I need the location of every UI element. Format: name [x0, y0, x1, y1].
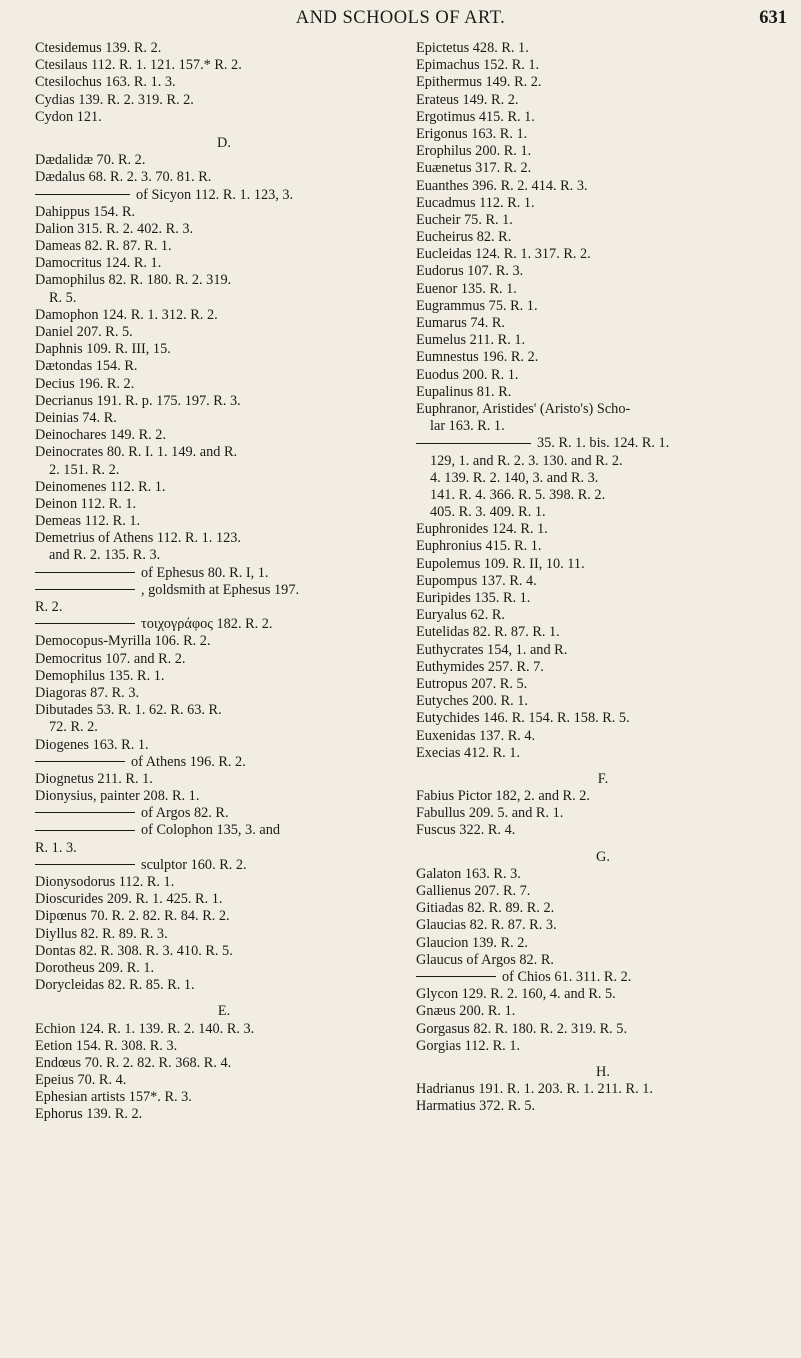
index-entry: [35, 40, 413, 57]
index-entry-text: Damophilus 82. R. 180. R. 2. 319.: [35, 272, 232, 289]
index-entry-continuation: [416, 504, 790, 521]
index-entry-text: Democritus 107. and R. 2.: [35, 650, 186, 667]
index-entry: [35, 496, 413, 513]
ditto-dash: [35, 830, 135, 831]
index-entry-text: Gorgias 112. R. 1.: [416, 1037, 521, 1054]
index-entry: [416, 969, 790, 986]
index-entry-text: Epictetus 428. R. 1.: [416, 40, 529, 56]
index-entry-text: Euripides 135. R. 1.: [416, 590, 531, 606]
ditto-dash: [35, 589, 135, 590]
index-entry-text: Daphnis 109. R. III, 15.: [35, 341, 171, 358]
index-entry-text: Daniel 207. R. 5.: [35, 324, 133, 340]
index-entry-text: Euphronides 124. R. 1.: [416, 521, 548, 538]
index-entry-text: Glaucus of Argos 82. R.: [416, 951, 554, 968]
index-entry: [35, 857, 413, 874]
index-entry-text: of Sicyon 112. R. 1. 123, 3.: [136, 186, 294, 203]
index-entry-text: Demophilus 135. R. 1.: [35, 667, 165, 684]
index-entry: [35, 582, 413, 599]
index-entry: [416, 607, 790, 624]
index-entry: [416, 521, 790, 538]
index-entry-text: Diyllus 82. R. 89. R. 3.: [35, 925, 168, 942]
index-entry: [35, 565, 413, 582]
index-entry: [35, 737, 413, 754]
index-entry: [416, 822, 790, 839]
index-entry-text: 141. R. 4. 366. R. 5. 398. R. 2.: [430, 486, 606, 503]
ditto-dash: [35, 623, 135, 624]
index-entry: [416, 349, 790, 366]
index-entry-continuation: [35, 719, 413, 736]
index-entry-text: Damocritus 124. R. 1.: [35, 255, 162, 272]
index-entry: [416, 1003, 790, 1020]
running-title: AND SCHOOLS OF ART.: [295, 8, 506, 28]
index-entry: [416, 728, 790, 745]
index-entry: [416, 883, 790, 900]
index-entry-text: Echion 124. R. 1. 139. R. 2. 140. R. 3.: [35, 1020, 255, 1037]
index-entry: [35, 1021, 413, 1038]
index-entry: [35, 169, 413, 186]
index-entry: [35, 376, 413, 393]
index-entry: [35, 427, 413, 444]
index-entry-text: Ephorus 139. R. 2.: [35, 1106, 143, 1123]
index-entry: [35, 410, 413, 427]
index-entry: [416, 246, 790, 263]
index-entry-text: Gitiadas 82. R. 89. R. 2.: [416, 900, 555, 917]
index-entry: [35, 324, 413, 341]
index-entry-text: Erigonus 163. R. 1.: [416, 125, 528, 142]
index-entry-text: Fabullus 209. 5. and R. 1.: [416, 805, 564, 822]
index-entry-text: Dibutades 53. R. 1. 62. R. 63. R.: [35, 702, 222, 719]
index-entry: [416, 952, 790, 969]
index-entry-text: Euodus 200. R. 1.: [416, 366, 519, 383]
index-entry-text: Ctesidemus 139. R. 2.: [35, 40, 162, 56]
index-entry-text: 72. R. 2.: [49, 719, 98, 736]
index-entry: [35, 358, 413, 375]
index-entry: [35, 444, 413, 461]
index-entry-text: Dionysius, painter 208. R. 1.: [35, 788, 200, 805]
index-entry-text: E.: [217, 1003, 231, 1020]
index-entry-text: Endœus 70. R. 2. 82. R. 368. R. 4.: [35, 1054, 232, 1071]
index-entry-text: Dætondas 154. R.: [35, 358, 138, 375]
index-entry-text: G.: [596, 848, 610, 865]
index-entry-text: Glycon 129. R. 2. 160, 4. and R. 5.: [416, 986, 616, 1003]
index-entry-text: Euxenidas 137. R. 4.: [416, 727, 536, 744]
index-entry-text: Erophilus 200. R. 1.: [416, 143, 532, 160]
index-entry: [35, 204, 413, 221]
ditto-dash: [416, 443, 531, 444]
ditto-dash: [35, 812, 135, 813]
index-entry-text: Eetion 154. R. 308. R. 3.: [35, 1037, 178, 1054]
index-entry-text: F.: [597, 770, 609, 787]
index-entry: [35, 530, 413, 547]
index-entry: [416, 745, 790, 762]
index-entry-text: Eudorus 107. R. 3.: [416, 263, 524, 280]
index-entry-text: Ephesian artists 157*. R. 3.: [35, 1089, 192, 1106]
index-entry-text: Epimachus 152. R. 1.: [416, 57, 540, 74]
index-entry: [35, 92, 413, 109]
index-entry-text: Ctesilaus 112. R. 1. 121. 157.* R. 2.: [35, 57, 242, 74]
index-entry: [35, 822, 413, 839]
index-entry-text: Dahippus 154. R.: [35, 203, 136, 220]
index-entry-text: of Athens 196. R. 2.: [131, 753, 246, 770]
index-entry: [416, 126, 790, 143]
index-entry-text: Diagoras 87. R. 3.: [35, 684, 140, 701]
index-entry-continuation: [35, 462, 413, 479]
index-entry-continuation: [35, 840, 413, 857]
index-entry-text: D.: [217, 134, 231, 151]
index-entry-text: 35. R. 1. bis. 124. R. 1.: [537, 435, 670, 452]
index-entry-text: Fuscus 322. R. 4.: [416, 822, 516, 839]
index-entry-text: Eupompus 137. R. 4.: [416, 572, 537, 589]
index-entry-text: Cydias 139. R. 2. 319. R. 2.: [35, 91, 194, 108]
index-entry-text: sculptor 160. R. 2.: [141, 856, 247, 873]
index-entry-text: Deinochares 149. R. 2.: [35, 427, 167, 444]
index-entry-text: Damophon 124. R. 1. 312. R. 2.: [35, 306, 218, 323]
index-entry: [35, 788, 413, 805]
index-entry-text: Democopus-Myrilla 106. R. 2.: [35, 633, 211, 650]
index-entry: [35, 1038, 413, 1055]
index-entry: [416, 178, 790, 195]
index-entry-continuation: [416, 487, 790, 504]
index-entry-continuation: [35, 599, 413, 616]
index-entry-text: Decius 196. R. 2.: [35, 375, 135, 392]
index-entry: [416, 332, 790, 349]
index-entry: [416, 160, 790, 177]
index-entry: [416, 573, 790, 590]
index-entry: [35, 479, 413, 496]
index-entry: [416, 917, 790, 934]
index-entry-text: Dalion 315. R. 2. 402. R. 3.: [35, 220, 194, 237]
index-entry-text: Dontas 82. R. 308. R. 3. 410. R. 5.: [35, 942, 233, 959]
index-entry-text: Euænetus 317. R. 2.: [416, 160, 532, 177]
index-entry: [416, 40, 790, 57]
index-entry-text: and R. 2. 135. R. 3.: [49, 547, 161, 564]
index-entry-text: Erateus 149. R. 2.: [416, 91, 519, 108]
index-column-right: [416, 40, 790, 1115]
index-entry: [35, 255, 413, 272]
index-entry: [416, 92, 790, 109]
index-entry: [416, 624, 790, 641]
index-entry: [35, 1072, 413, 1089]
index-entry: [35, 943, 413, 960]
index-entry-text: Ergotimus 415. R. 1.: [416, 108, 535, 125]
index-entry: [416, 866, 790, 883]
index-entry: [416, 229, 790, 246]
index-entry: [416, 1081, 790, 1098]
index-entry-text: Gnæus 200. R. 1.: [416, 1003, 516, 1020]
index-entry: [416, 590, 790, 607]
index-entry: [416, 195, 790, 212]
index-entry: [35, 633, 413, 650]
index-entry-text: Gallienus 207. R. 7.: [416, 883, 531, 899]
index-entry: [416, 109, 790, 126]
index-entry-text: Eutychides 146. R. 154. R. 158. R. 5.: [416, 710, 630, 727]
index-entry: [416, 1038, 790, 1055]
index-entry-text: Ctesilochus 163. R. 1. 3.: [35, 74, 176, 91]
index-entry: [35, 513, 413, 530]
index-entry: [416, 384, 790, 401]
section-letter: [416, 762, 790, 788]
index-entry-text: 129, 1. and R. 2. 3. 130. and R. 2.: [430, 452, 623, 469]
index-entry: [416, 538, 790, 555]
index-entry: [416, 435, 790, 452]
index-entry-text: Euphranor, Aristides' (Aristo's) Scho-: [416, 400, 631, 417]
index-entry-text: Euthycrates 154, 1. and R.: [416, 641, 568, 658]
index-entry: [416, 1021, 790, 1038]
index-entry-text: R. 2.: [35, 599, 63, 615]
index-entry: [35, 754, 413, 771]
index-entry-text: Execias 412. R. 1.: [416, 744, 521, 761]
index-entry: [416, 212, 790, 229]
index-entry-text: of Ephesus 80. R. I, 1.: [141, 564, 269, 581]
index-entry: [35, 1106, 413, 1123]
index-entry: [35, 272, 413, 289]
index-entry: [35, 891, 413, 908]
index-entry-text: τοιχογράφος 182. R. 2.: [141, 616, 273, 633]
index-entry: [416, 401, 790, 418]
index-entry-text: Dædalus 68. R. 2. 3. 70. 81. R.: [35, 169, 212, 186]
index-entry-text: Deinias 74. R.: [35, 409, 117, 426]
index-entry-text: Deinomenes 112. R. 1.: [35, 478, 166, 495]
index-entry-text: Cydon 121.: [35, 108, 102, 125]
ditto-dash: [35, 864, 135, 865]
index-entry-text: R. 5.: [49, 289, 77, 306]
index-entry: [35, 702, 413, 719]
index-entry: [35, 616, 413, 633]
index-entry: [35, 221, 413, 238]
index-entry: [416, 805, 790, 822]
index-entry: [35, 152, 413, 169]
index-entry-text: Epeius 70. R. 4.: [35, 1072, 127, 1089]
index-entry-text: H.: [596, 1063, 610, 1080]
index-entry: [35, 187, 413, 204]
index-entry: [416, 676, 790, 693]
index-entry: [416, 788, 790, 805]
index-entry: [35, 685, 413, 702]
index-entry-text: Euthymides 257. R. 7.: [416, 658, 544, 675]
index-entry-text: Eumelus 211. R. 1.: [416, 332, 526, 349]
index-entry-text: Diognetus 211. R. 1.: [35, 770, 153, 787]
ditto-dash: [35, 194, 130, 195]
index-entry-text: R. 1. 3.: [35, 839, 77, 856]
index-entry-text: lar 163. R. 1.: [430, 418, 505, 435]
index-entry: [416, 298, 790, 315]
index-entry-text: Galaton 163. R. 3.: [416, 865, 521, 882]
index-entry: [35, 341, 413, 358]
index-entry-text: Decrianus 191. R. p. 175. 197. R. 3.: [35, 392, 241, 409]
index-entry: [35, 74, 413, 91]
index-entry: [416, 642, 790, 659]
index-entry-text: Dionysodorus 112. R. 1.: [35, 874, 175, 890]
index-entry-text: 4. 139. R. 2. 140, 3. and R. 3.: [430, 469, 599, 486]
index-entry: [35, 874, 413, 891]
index-entry-text: Euryalus 62. R.: [416, 607, 505, 624]
index-entry: [35, 771, 413, 788]
index-entry-text: of Chios 61. 311. R. 2.: [502, 968, 632, 985]
index-entry-text: Gorgasus 82. R. 180. R. 2. 319. R. 5.: [416, 1020, 628, 1037]
index-entry-continuation: [416, 418, 790, 435]
index-entry: [416, 281, 790, 298]
index-entry-text: Eucheir 75. R. 1.: [416, 211, 513, 228]
index-entry-continuation: [416, 453, 790, 470]
index-entry-text: Demetrius of Athens 112. R. 1. 123.: [35, 530, 241, 547]
running-header: [0, 8, 801, 38]
index-entry: [35, 668, 413, 685]
index-column-left: [35, 40, 413, 1124]
index-entry: [416, 263, 790, 280]
index-entry-text: Dorycleidas 82. R. 85. R. 1.: [35, 977, 195, 994]
index-entry-continuation: [416, 470, 790, 487]
index-entry: [416, 986, 790, 1003]
index-entry-text: Euanthes 396. R. 2. 414. R. 3.: [416, 177, 588, 194]
index-entry-text: Eucadmus 112. R. 1.: [416, 194, 535, 211]
index-entry: [416, 935, 790, 952]
index-entry-text: Dameas 82. R. 87. R. 1.: [35, 238, 172, 255]
section-letter: [416, 840, 790, 866]
index-entry: [35, 109, 413, 126]
index-entry-text: Dipœnus 70. R. 2. 82. R. 84. R. 2.: [35, 908, 230, 925]
index-entry: [416, 315, 790, 332]
index-entry: [416, 659, 790, 676]
index-entry-text: Deinocrates 80. R. I. 1. 149. and R.: [35, 444, 238, 461]
index-entry: [35, 960, 413, 977]
index-entry: [35, 977, 413, 994]
index-entry: [416, 57, 790, 74]
ditto-dash: [416, 976, 496, 977]
index-entry-text: Deinon 112. R. 1.: [35, 495, 137, 512]
index-entry: [35, 307, 413, 324]
index-entry-text: Eutyches 200. R. 1.: [416, 693, 528, 710]
index-entry: [35, 651, 413, 668]
index-entry: [416, 900, 790, 917]
index-entry-text: Glaucion 139. R. 2.: [416, 934, 528, 951]
index-entry: [35, 393, 413, 410]
index-entry: [416, 693, 790, 710]
ditto-dash: [35, 761, 125, 762]
index-entry-text: 405. R. 3. 409. R. 1.: [430, 504, 546, 521]
index-entry-continuation: [35, 290, 413, 307]
index-entry-text: Dorotheus 209. R. 1.: [35, 959, 155, 976]
index-entry: [416, 74, 790, 91]
ditto-dash: [35, 572, 135, 573]
index-entry-text: Hadrianus 191. R. 1. 203. R. 1. 211. R. 1.: [416, 1081, 653, 1098]
section-letter: [35, 126, 413, 152]
index-entry: [35, 238, 413, 255]
index-entry: [35, 1089, 413, 1106]
index-entry-text: Dædalidæ 70. R. 2.: [35, 152, 146, 169]
index-entry-text: of Argos 82. R.: [141, 805, 229, 822]
index-entry-text: Eupalinus 81. R.: [416, 383, 512, 400]
index-entry-text: Demeas 112. R. 1.: [35, 513, 141, 530]
index-entry-text: Eutropus 207. R. 5.: [416, 675, 528, 692]
index-entry-text: , goldsmith at Ephesus 197.: [141, 581, 300, 598]
index-entry-text: of Colophon 135, 3. and: [141, 822, 280, 839]
index-entry-text: Harmatius 372. R. 5.: [416, 1098, 536, 1115]
index-entry-text: Epithermus 149. R. 2.: [416, 74, 542, 91]
index-entry-text: Glaucias 82. R. 87. R. 3.: [416, 917, 557, 934]
index-entry-text: Eucleidas 124. R. 1. 317. R. 2.: [416, 246, 591, 263]
index-entry-text: Dioscurides 209. R. 1. 425. R. 1.: [35, 891, 223, 908]
index-entry: [35, 57, 413, 74]
index-entry-text: Eutelidas 82. R. 87. R. 1.: [416, 624, 560, 641]
index-entry-text: Eumarus 74. R.: [416, 315, 505, 331]
index-entry: [35, 926, 413, 943]
section-letter: [416, 1055, 790, 1081]
index-entry-text: Fabius Pictor 182, 2. and R. 2.: [416, 788, 590, 805]
index-entry-text: Eucheirus 82. R.: [416, 229, 512, 246]
index-entry-text: Eumnestus 196. R. 2.: [416, 349, 539, 366]
index-entry-text: 2. 151. R. 2.: [49, 461, 120, 478]
index-entry-text: Eupolemus 109. R. II, 10. 11.: [416, 555, 585, 572]
index-entry: [416, 1098, 790, 1115]
index-entry: [35, 908, 413, 925]
index-entry: [416, 143, 790, 160]
index-entry-text: Euenor 135. R. 1.: [416, 280, 517, 297]
index-entry-continuation: [35, 547, 413, 564]
section-letter: [35, 994, 413, 1020]
page-number: 631: [759, 8, 787, 28]
index-entry: [35, 805, 413, 822]
index-entry: [416, 367, 790, 384]
index-entry-text: Euphronius 415. R. 1.: [416, 538, 542, 555]
index-entry: [35, 1055, 413, 1072]
index-entry: [416, 710, 790, 727]
index-entry-text: Eugrammus 75. R. 1.: [416, 297, 538, 314]
index-entry-text: Diogenes 163. R. 1.: [35, 736, 149, 753]
index-entry: [416, 556, 790, 573]
